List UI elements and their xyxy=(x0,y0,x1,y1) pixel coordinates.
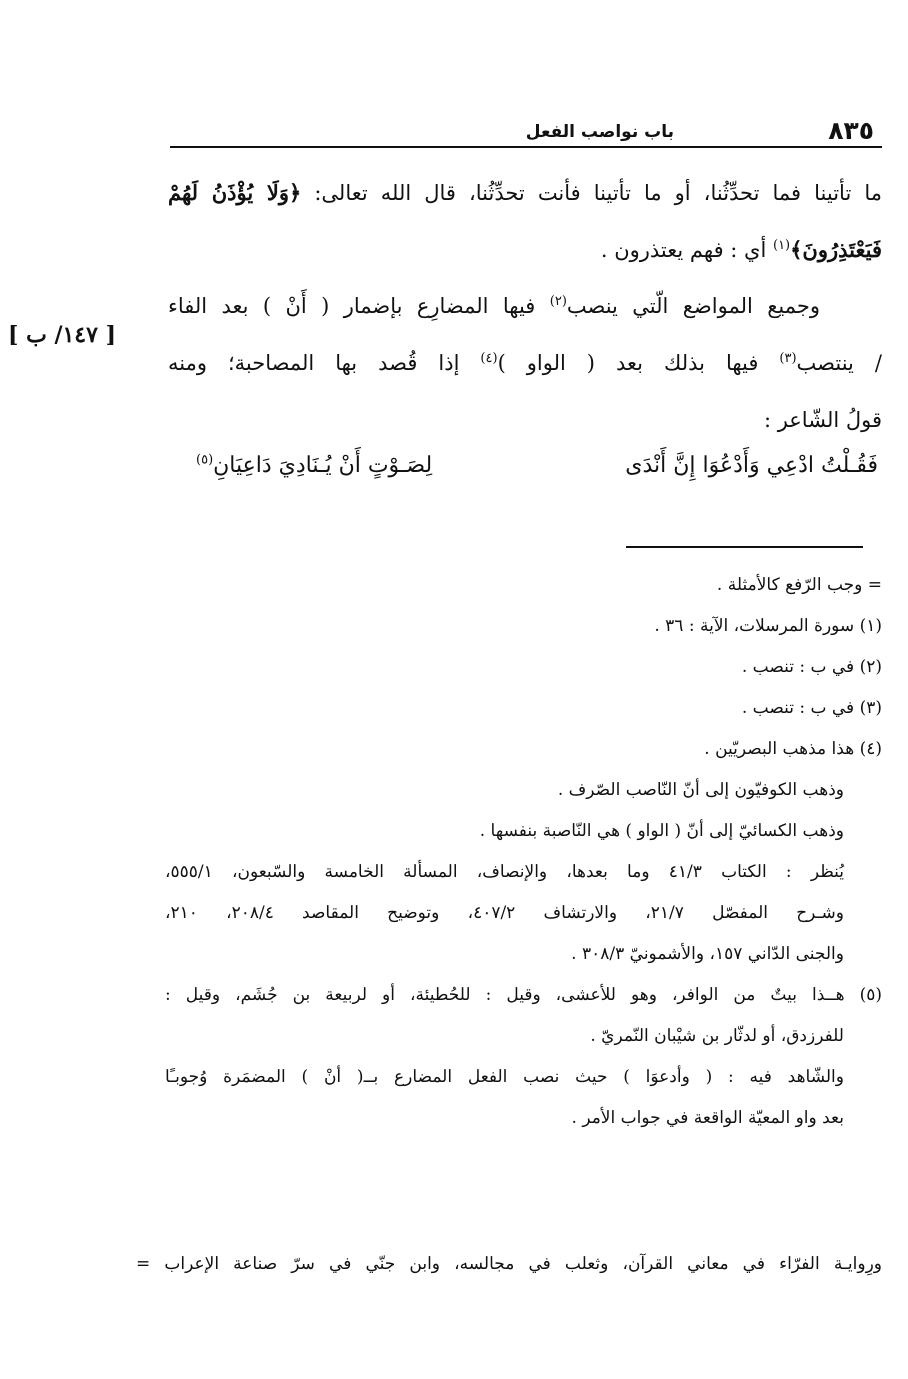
page-number: ٨٣٥ xyxy=(828,116,874,145)
footnote-line: ورِوايـة الفرّاء في معاني القرآن، وثعلب في مجالسه، وابن جنّي في سرّ صناعة الإعراب = xyxy=(136,1254,882,1274)
footnote-ref-5: (٥) xyxy=(196,452,214,468)
body-text: / ينتصب xyxy=(796,351,882,375)
footnote-line: والشّاهد فيه : ( وأدعوَا ) حيث نصب الفعل المضارع بــ( أنْ ) المضمَرة وُجوبـًا xyxy=(165,1067,844,1087)
footnote-ref-2: (٢) xyxy=(549,294,567,309)
body-text: أي : فهم يعتذرون . xyxy=(600,238,773,262)
body-text: ما تأتينا فما تحدِّثُنا، أو ما تأتينا فأنت تحدِّثُنا، قال الله تعالى: xyxy=(301,181,882,205)
footnote-ref-1: (١) xyxy=(772,238,791,253)
footnote-ref-3: (٣) xyxy=(779,351,797,366)
chapter-title: باب نواصب الفعل xyxy=(525,122,674,142)
footnote-line: وذهب الكوفيّون إلى أنّ النّاصب الصّرف . xyxy=(557,780,844,800)
body-text: إذا قُصد بها المصاحبة؛ ومنه xyxy=(168,351,481,375)
page-header xyxy=(170,116,882,146)
footnote-line: يُنظر : الكتاب ٤١/٣ وما بعدها، والإنصاف، المسألة الخامسة والسّبعون، ٥٥٥/١، xyxy=(165,862,845,882)
quran-quote: ﴿وَلَا يُؤْذَنُ لَهُمْ xyxy=(168,180,302,205)
manuscript-folio-note: [ ١٤٧/ ب ] xyxy=(8,322,117,348)
body-line-1 xyxy=(168,164,882,221)
footnote-line: = وجب الرّفع كالأمثلة . xyxy=(716,575,882,595)
body-line-5: قولُ الشّاعر : xyxy=(763,408,882,432)
main-text xyxy=(168,164,882,449)
footnote-line: (١) سورة المرسلات، الآية : ٣٦ . xyxy=(654,616,882,636)
footnote-line: للفرزدق، أو لدثّار بن شيْبان النّمريّ . xyxy=(590,1026,844,1046)
body-text: وجميع المواضع الّتي ينصب xyxy=(566,294,820,318)
body-text: فيها المضارِع بإضمار ( أَنْ ) بعد الفاء xyxy=(168,294,550,318)
quran-quote: فَيَعْتَذِرُونَ﴾ xyxy=(790,237,882,262)
footnotes xyxy=(165,565,882,1139)
body-line-2 xyxy=(168,221,882,278)
footnote-line: وذهب الكسائيّ إلى أنّ ( الواو ) هي النّاصبة بنفسها . xyxy=(479,821,844,841)
footnote-line: والجنى الدّاني ١٥٧، والأشمونيّ ٣٠٨/٣ . xyxy=(571,944,844,964)
body-line-3 xyxy=(168,278,882,335)
footnote-line: بعد واو المعيّة الواقعة في جواب الأمر . xyxy=(571,1108,844,1128)
poetry-verse xyxy=(168,436,882,496)
footnote-line: وشـرح المفصّل ٢١/٧، والارتشاف ٤٠٧/٢، وتوضيح المقاصد ٢٠٨/٤، ٢١٠، xyxy=(165,903,844,923)
footnote-line: (٤) هذا مذهب البصريّين . xyxy=(704,739,882,759)
footnote-separator xyxy=(626,546,863,548)
footnote-line: (٣) في ب : تنصب . xyxy=(741,698,882,718)
verse-hemistich-second: لِصَـوْتٍ أَنْ يُـنَادِيَ دَاعِيَانِ$^{(٥)}$ xyxy=(196,452,433,478)
footnote-line: (٢) في ب : تنصب . xyxy=(741,657,882,677)
footnote-ref-4: (٤) xyxy=(480,351,498,366)
body-line-4 xyxy=(168,335,882,392)
header-rule xyxy=(170,146,882,148)
verse-hemistich-first: فَقُـلْتُ ادْعِي وَأَدْعُوَا إِنَّ أَنْدَى xyxy=(625,453,878,478)
body-text: فيها بذلك بعد ( الواو ) xyxy=(497,351,780,375)
footnote-line: (٥) هــذا بيتٌ من الوافر، وهو للأعشى، وقيل : للحُطيئة، أو لربيعة بن جُشَم، وقيل : xyxy=(165,985,882,1005)
